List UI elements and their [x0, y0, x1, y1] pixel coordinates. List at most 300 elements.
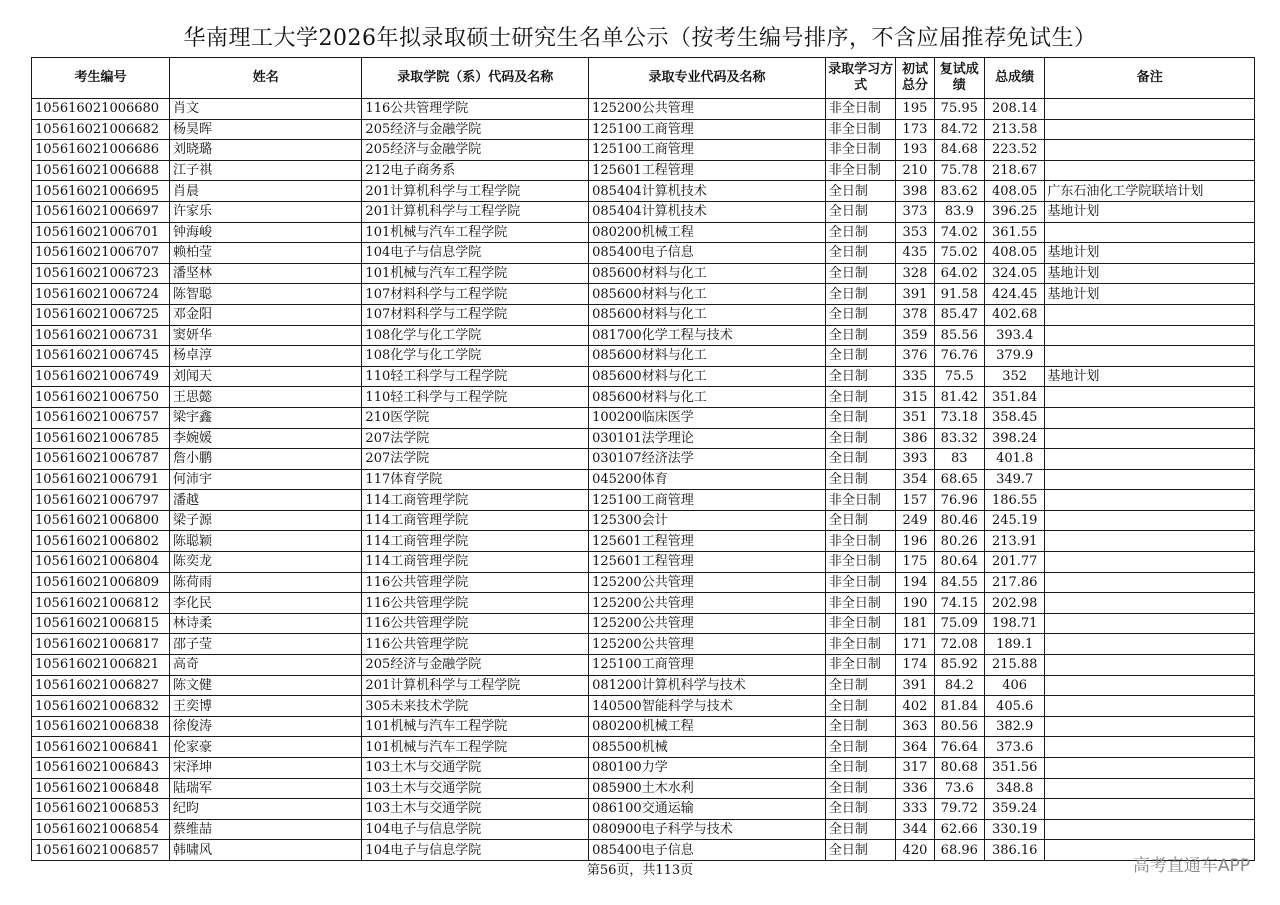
cell-prelim-score: 420 [896, 840, 934, 861]
cell-study-mode: 非全日制 [825, 531, 896, 552]
cell-name: 韩啸风 [170, 840, 362, 861]
cell-total-score: 386.16 [984, 840, 1044, 861]
cell-retest-score: 83 [934, 449, 984, 470]
cell-remark [1045, 572, 1255, 593]
cell-remark [1045, 160, 1255, 181]
cell-prelim-score: 171 [896, 634, 934, 655]
cell-prelim-score: 190 [896, 593, 934, 614]
cell-prelim-score: 174 [896, 655, 934, 676]
cell-name: 宋泽坤 [170, 758, 362, 779]
cell-exam-id: 105616021006843 [32, 758, 170, 779]
cell-major: 125200公共管理 [589, 593, 826, 614]
cell-name: 潘坚林 [170, 263, 362, 284]
cell-college: 104电子与信息学院 [362, 840, 589, 861]
table-header [32, 58, 1255, 99]
cell-exam-id: 105616021006686 [32, 140, 170, 161]
cell-retest-score: 84.72 [934, 119, 984, 140]
cell-total-score: 402.68 [984, 304, 1044, 325]
cell-study-mode: 全日制 [825, 799, 896, 820]
cell-study-mode: 全日制 [825, 201, 896, 222]
cell-study-mode: 非全日制 [825, 99, 896, 120]
cell-study-mode: 全日制 [825, 387, 896, 408]
cell-retest-score: 83.32 [934, 428, 984, 449]
cell-major: 140500智能科学与技术 [589, 696, 826, 717]
cell-total-score: 201.77 [984, 552, 1044, 573]
cell-college: 108化学与化工学院 [362, 346, 589, 367]
cell-total-score: 408.05 [984, 181, 1044, 202]
cell-total-score: 393.4 [984, 325, 1044, 346]
cell-retest-score: 75.78 [934, 160, 984, 181]
table-body [32, 99, 1255, 861]
cell-college: 103土木与交通学院 [362, 778, 589, 799]
cell-name: 李婉媛 [170, 428, 362, 449]
cell-total-score: 348.8 [984, 778, 1044, 799]
cell-remark [1045, 325, 1255, 346]
cell-college: 101机械与汽车工程学院 [362, 222, 589, 243]
table-row [32, 284, 1255, 305]
cell-major: 085600材料与化工 [589, 366, 826, 387]
header-study-mode: 录取学习方式 [825, 58, 896, 99]
cell-major: 085400电子信息 [589, 840, 826, 861]
cell-study-mode: 全日制 [825, 428, 896, 449]
cell-prelim-score: 317 [896, 758, 934, 779]
cell-study-mode: 全日制 [825, 696, 896, 717]
cell-remark [1045, 222, 1255, 243]
cell-remark [1045, 346, 1255, 367]
cell-exam-id: 105616021006682 [32, 119, 170, 140]
cell-college: 207法学院 [362, 449, 589, 470]
cell-remark [1045, 634, 1255, 655]
cell-remark [1045, 799, 1255, 820]
cell-major: 080200机械工程 [589, 222, 826, 243]
cell-remark [1045, 655, 1255, 676]
cell-prelim-score: 336 [896, 778, 934, 799]
table-row [32, 181, 1255, 202]
cell-name: 李化民 [170, 593, 362, 614]
cell-name: 林诗柔 [170, 613, 362, 634]
cell-retest-score: 75.09 [934, 613, 984, 634]
cell-exam-id: 105616021006854 [32, 819, 170, 840]
cell-major: 085600材料与化工 [589, 387, 826, 408]
cell-prelim-score: 193 [896, 140, 934, 161]
cell-total-score: 245.19 [984, 510, 1044, 531]
cell-name: 邵子莹 [170, 634, 362, 655]
cell-name: 江子祺 [170, 160, 362, 181]
cell-total-score: 405.6 [984, 696, 1044, 717]
cell-exam-id: 105616021006817 [32, 634, 170, 655]
cell-study-mode: 非全日制 [825, 634, 896, 655]
cell-prelim-score: 173 [896, 119, 934, 140]
cell-prelim-score: 249 [896, 510, 934, 531]
cell-prelim-score: 195 [896, 99, 934, 120]
table-row [32, 552, 1255, 573]
cell-retest-score: 76.64 [934, 737, 984, 758]
cell-major: 085500机械 [589, 737, 826, 758]
cell-retest-score: 81.84 [934, 696, 984, 717]
cell-study-mode: 非全日制 [825, 613, 896, 634]
cell-total-score: 223.52 [984, 140, 1044, 161]
cell-total-score: 352 [984, 366, 1044, 387]
cell-total-score: 324.05 [984, 263, 1044, 284]
cell-college: 103土木与交通学院 [362, 799, 589, 820]
cell-major: 125200公共管理 [589, 613, 826, 634]
cell-major: 125100工商管理 [589, 140, 826, 161]
cell-study-mode: 全日制 [825, 469, 896, 490]
cell-retest-score: 74.02 [934, 222, 984, 243]
cell-prelim-score: 398 [896, 181, 934, 202]
cell-retest-score: 85.92 [934, 655, 984, 676]
cell-college: 212电子商务系 [362, 160, 589, 181]
cell-major: 081700化学工程与技术 [589, 325, 826, 346]
page-number: 第56页，共113页 [586, 863, 694, 878]
cell-total-score: 208.14 [984, 99, 1044, 120]
cell-prelim-score: 391 [896, 675, 934, 696]
cell-retest-score: 75.02 [934, 243, 984, 264]
cell-total-score: 361.55 [984, 222, 1044, 243]
cell-retest-score: 84.68 [934, 140, 984, 161]
cell-study-mode: 全日制 [825, 737, 896, 758]
cell-remark [1045, 140, 1255, 161]
table-row [32, 469, 1255, 490]
cell-exam-id: 105616021006723 [32, 263, 170, 284]
header-row [32, 58, 1255, 99]
cell-prelim-score: 181 [896, 613, 934, 634]
page-title: 华南理工大学2026年拟录取硕士研究生名单公示（按考生编号排序，不含应届推荐免试生） [183, 26, 1097, 51]
cell-prelim-score: 351 [896, 407, 934, 428]
cell-study-mode: 全日制 [825, 284, 896, 305]
cell-college: 205经济与金融学院 [362, 140, 589, 161]
cell-name: 肖晨 [170, 181, 362, 202]
cell-study-mode: 非全日制 [825, 140, 896, 161]
cell-remark [1045, 449, 1255, 470]
cell-major: 100200临床医学 [589, 407, 826, 428]
cell-college: 116公共管理学院 [362, 634, 589, 655]
cell-total-score: 217.86 [984, 572, 1044, 593]
cell-study-mode: 全日制 [825, 819, 896, 840]
table-row [32, 531, 1255, 552]
cell-name: 梁宇鑫 [170, 407, 362, 428]
cell-name: 陈文健 [170, 675, 362, 696]
cell-prelim-score: 393 [896, 449, 934, 470]
cell-college: 116公共管理学院 [362, 593, 589, 614]
cell-study-mode: 全日制 [825, 263, 896, 284]
cell-prelim-score: 344 [896, 819, 934, 840]
cell-study-mode: 全日制 [825, 675, 896, 696]
cell-total-score: 351.84 [984, 387, 1044, 408]
cell-name: 徐俊涛 [170, 716, 362, 737]
cell-name: 杨卓淳 [170, 346, 362, 367]
cell-major: 125300会计 [589, 510, 826, 531]
cell-study-mode: 全日制 [825, 407, 896, 428]
cell-exam-id: 105616021006731 [32, 325, 170, 346]
cell-exam-id: 105616021006809 [32, 572, 170, 593]
cell-total-score: 349.7 [984, 469, 1044, 490]
cell-retest-score: 76.76 [934, 346, 984, 367]
table-row [32, 366, 1255, 387]
table-row [32, 325, 1255, 346]
header-retest-score: 复试成绩 [934, 58, 984, 99]
table-row [32, 407, 1255, 428]
table-row [32, 428, 1255, 449]
cell-remark: 基地计划 [1045, 243, 1255, 264]
cell-remark [1045, 778, 1255, 799]
cell-study-mode: 全日制 [825, 366, 896, 387]
cell-major: 085404计算机技术 [589, 201, 826, 222]
cell-remark: 基地计划 [1045, 284, 1255, 305]
cell-major: 086100交通运输 [589, 799, 826, 820]
cell-exam-id: 105616021006848 [32, 778, 170, 799]
cell-remark [1045, 510, 1255, 531]
cell-major: 125100工商管理 [589, 119, 826, 140]
cell-study-mode: 非全日制 [825, 490, 896, 511]
cell-prelim-score: 210 [896, 160, 934, 181]
table-row [32, 593, 1255, 614]
cell-name: 梁子源 [170, 510, 362, 531]
cell-name: 蔡维喆 [170, 819, 362, 840]
cell-name: 高奇 [170, 655, 362, 676]
cell-name: 陈奕龙 [170, 552, 362, 573]
cell-prelim-score: 333 [896, 799, 934, 820]
cell-prelim-score: 435 [896, 243, 934, 264]
cell-college: 201计算机科学与工程学院 [362, 675, 589, 696]
cell-name: 赖柏莹 [170, 243, 362, 264]
cell-retest-score: 85.47 [934, 304, 984, 325]
cell-name: 伦家豪 [170, 737, 362, 758]
cell-name: 陆瑞军 [170, 778, 362, 799]
cell-exam-id: 105616021006827 [32, 675, 170, 696]
cell-total-score: 382.9 [984, 716, 1044, 737]
cell-college: 210医学院 [362, 407, 589, 428]
cell-retest-score: 73.6 [934, 778, 984, 799]
cell-college: 116公共管理学院 [362, 99, 589, 120]
cell-prelim-score: 359 [896, 325, 934, 346]
cell-retest-score: 83.9 [934, 201, 984, 222]
table-row [32, 510, 1255, 531]
cell-major: 125200公共管理 [589, 634, 826, 655]
cell-total-score: 213.58 [984, 119, 1044, 140]
cell-college: 101机械与汽车工程学院 [362, 716, 589, 737]
cell-remark [1045, 675, 1255, 696]
cell-name: 何沛宇 [170, 469, 362, 490]
cell-major: 030107经济法学 [589, 449, 826, 470]
cell-major: 080100力学 [589, 758, 826, 779]
cell-remark [1045, 737, 1255, 758]
cell-college: 201计算机科学与工程学院 [362, 201, 589, 222]
cell-total-score: 215.88 [984, 655, 1044, 676]
header-major: 录取专业代码及名称 [589, 58, 826, 99]
cell-remark [1045, 407, 1255, 428]
cell-remark [1045, 387, 1255, 408]
cell-retest-score: 74.15 [934, 593, 984, 614]
cell-retest-score: 64.02 [934, 263, 984, 284]
cell-study-mode: 全日制 [825, 304, 896, 325]
cell-study-mode: 全日制 [825, 449, 896, 470]
cell-prelim-score: 335 [896, 366, 934, 387]
cell-exam-id: 105616021006832 [32, 696, 170, 717]
watermark: 高考直通车APP [1132, 856, 1250, 876]
cell-prelim-score: 196 [896, 531, 934, 552]
cell-retest-score: 72.08 [934, 634, 984, 655]
cell-remark [1045, 758, 1255, 779]
cell-name: 潘越 [170, 490, 362, 511]
cell-study-mode: 非全日制 [825, 160, 896, 181]
cell-retest-score: 80.56 [934, 716, 984, 737]
cell-major: 045200体育 [589, 469, 826, 490]
header-name: 姓名 [170, 58, 362, 99]
cell-exam-id: 105616021006757 [32, 407, 170, 428]
cell-name: 刘晓璐 [170, 140, 362, 161]
cell-retest-score: 68.96 [934, 840, 984, 861]
table-row [32, 387, 1255, 408]
cell-prelim-score: 328 [896, 263, 934, 284]
cell-remark [1045, 819, 1255, 840]
table-row [32, 799, 1255, 820]
cell-total-score: 202.98 [984, 593, 1044, 614]
cell-major: 085400电子信息 [589, 243, 826, 264]
cell-exam-id: 105616021006815 [32, 613, 170, 634]
cell-remark: 基地计划 [1045, 263, 1255, 284]
table-row [32, 758, 1255, 779]
admission-table [31, 57, 1255, 861]
cell-total-score: 408.05 [984, 243, 1044, 264]
table-row [32, 778, 1255, 799]
cell-total-score: 218.67 [984, 160, 1044, 181]
cell-exam-id: 105616021006821 [32, 655, 170, 676]
cell-exam-id: 105616021006697 [32, 201, 170, 222]
table-row [32, 655, 1255, 676]
cell-college: 207法学院 [362, 428, 589, 449]
cell-study-mode: 全日制 [825, 758, 896, 779]
cell-college: 107材料科学与工程学院 [362, 284, 589, 305]
table-row [32, 263, 1255, 284]
cell-retest-score: 75.5 [934, 366, 984, 387]
cell-remark [1045, 716, 1255, 737]
cell-study-mode: 非全日制 [825, 119, 896, 140]
cell-prelim-score: 194 [896, 572, 934, 593]
header-college: 录取学院（系）代码及名称 [362, 58, 589, 99]
header-remark: 备注 [1045, 58, 1255, 99]
cell-college: 101机械与汽车工程学院 [362, 263, 589, 284]
cell-exam-id: 105616021006857 [32, 840, 170, 861]
table-row [32, 449, 1255, 470]
cell-exam-id: 105616021006707 [32, 243, 170, 264]
cell-name: 詹小鹏 [170, 449, 362, 470]
cell-study-mode: 全日制 [825, 325, 896, 346]
cell-name: 陈荷雨 [170, 572, 362, 593]
table-row [32, 819, 1255, 840]
cell-study-mode: 全日制 [825, 778, 896, 799]
cell-total-score: 396.25 [984, 201, 1044, 222]
cell-college: 116公共管理学院 [362, 613, 589, 634]
cell-exam-id: 105616021006841 [32, 737, 170, 758]
cell-study-mode: 全日制 [825, 840, 896, 861]
cell-exam-id: 105616021006787 [32, 449, 170, 470]
cell-exam-id: 105616021006695 [32, 181, 170, 202]
cell-study-mode: 非全日制 [825, 593, 896, 614]
cell-exam-id: 105616021006785 [32, 428, 170, 449]
table-row [32, 99, 1255, 120]
cell-exam-id: 105616021006853 [32, 799, 170, 820]
table-row [32, 243, 1255, 264]
cell-exam-id: 105616021006802 [32, 531, 170, 552]
cell-college: 117体育学院 [362, 469, 589, 490]
table-row [32, 304, 1255, 325]
cell-major: 080200机械工程 [589, 716, 826, 737]
cell-exam-id: 105616021006749 [32, 366, 170, 387]
cell-exam-id: 105616021006804 [32, 552, 170, 573]
cell-name: 王思懿 [170, 387, 362, 408]
cell-major: 080900电子科学与技术 [589, 819, 826, 840]
cell-major: 085404计算机技术 [589, 181, 826, 202]
cell-exam-id: 105616021006791 [32, 469, 170, 490]
table-row [32, 737, 1255, 758]
header-total-score: 总成绩 [984, 58, 1044, 99]
table-row [32, 572, 1255, 593]
cell-prelim-score: 402 [896, 696, 934, 717]
cell-exam-id: 105616021006745 [32, 346, 170, 367]
cell-major: 125200公共管理 [589, 572, 826, 593]
cell-retest-score: 73.18 [934, 407, 984, 428]
cell-prelim-score: 376 [896, 346, 934, 367]
cell-name: 邓金阳 [170, 304, 362, 325]
cell-retest-score: 84.2 [934, 675, 984, 696]
cell-prelim-score: 364 [896, 737, 934, 758]
cell-remark [1045, 469, 1255, 490]
cell-total-score: 398.24 [984, 428, 1044, 449]
table-row [32, 716, 1255, 737]
cell-retest-score: 80.46 [934, 510, 984, 531]
cell-prelim-score: 315 [896, 387, 934, 408]
cell-college: 114工商管理学院 [362, 531, 589, 552]
cell-prelim-score: 363 [896, 716, 934, 737]
cell-retest-score: 68.65 [934, 469, 984, 490]
table-row [32, 160, 1255, 181]
table-row [32, 613, 1255, 634]
cell-major: 125200公共管理 [589, 99, 826, 120]
cell-college: 107材料科学与工程学院 [362, 304, 589, 325]
table-row [32, 696, 1255, 717]
cell-major: 125100工商管理 [589, 655, 826, 676]
cell-college: 101机械与汽车工程学院 [362, 737, 589, 758]
cell-major: 085900土木水利 [589, 778, 826, 799]
cell-college: 116公共管理学院 [362, 572, 589, 593]
cell-total-score: 379.9 [984, 346, 1044, 367]
cell-total-score: 358.45 [984, 407, 1044, 428]
cell-remark [1045, 119, 1255, 140]
admission-table-container [31, 57, 1255, 861]
cell-name: 纪昀 [170, 799, 362, 820]
cell-major: 030101法学理论 [589, 428, 826, 449]
cell-study-mode: 非全日制 [825, 655, 896, 676]
cell-major: 081200计算机科学与技术 [589, 675, 826, 696]
cell-name: 王奕博 [170, 696, 362, 717]
cell-exam-id: 105616021006797 [32, 490, 170, 511]
cell-retest-score: 91.58 [934, 284, 984, 305]
cell-total-score: 330.19 [984, 819, 1044, 840]
cell-name: 许家乐 [170, 201, 362, 222]
cell-major: 085600材料与化工 [589, 263, 826, 284]
cell-exam-id: 105616021006680 [32, 99, 170, 120]
cell-total-score: 401.8 [984, 449, 1044, 470]
cell-major: 085600材料与化工 [589, 346, 826, 367]
table-row [32, 201, 1255, 222]
table-row [32, 119, 1255, 140]
cell-retest-score: 80.64 [934, 552, 984, 573]
cell-total-score: 189.1 [984, 634, 1044, 655]
table-row [32, 346, 1255, 367]
header-prelim-score: 初试总分 [896, 58, 934, 99]
cell-major: 085600材料与化工 [589, 284, 826, 305]
